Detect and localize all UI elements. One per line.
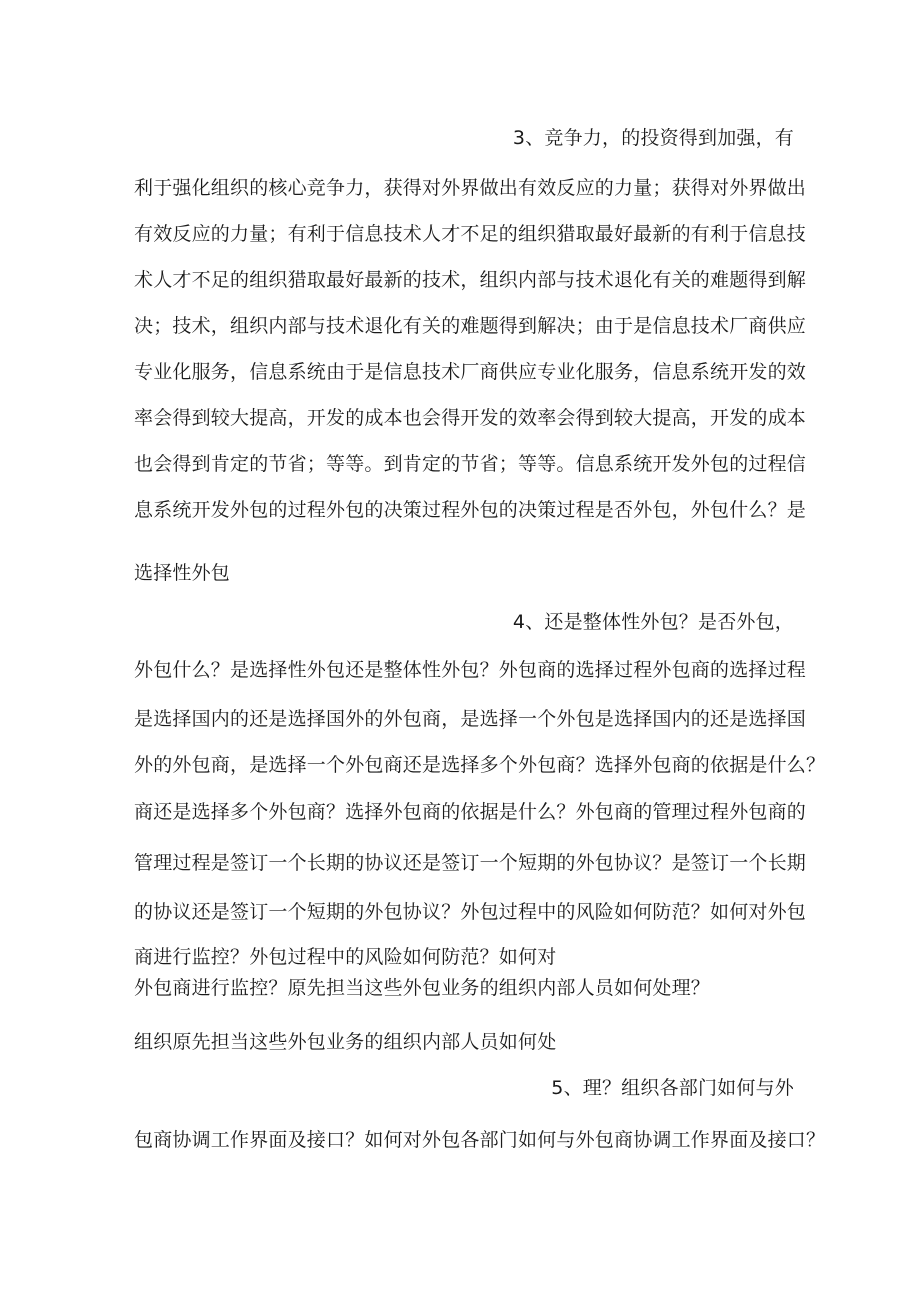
paragraph-line: 也会得到肯定的节省；等等。到肯定的节省；等等。信息系统开发外包的过程信	[134, 453, 807, 475]
paragraph-line: 管理过程是签订一个长期的协议还是签订一个短期的外包协议？是签订一个长期	[134, 852, 807, 874]
paragraph-line: 利于强化组织的核心竞争力，获得对外界做出有效反应的力量；获得对外界做出	[134, 177, 807, 199]
paragraph-line: 外包商进行监控？原先担当这些外包业务的组织内部人员如何处理？	[134, 977, 711, 999]
paragraph-line-heading-4: 4、还是整体性外包？是否外包，	[512, 611, 794, 633]
paragraph-line: 决；技术，组织内部与技术退化有关的难题得到解决；由于是信息技术厂商供应	[134, 315, 807, 337]
paragraph-line: 是选择国内的还是选择国外的外包商，是选择一个外包是选择国内的还是选择国	[134, 708, 807, 730]
paragraph-line: 外包什么？是选择性外包还是整体性外包？外包商的选择过程外包商的选择过程	[134, 659, 807, 681]
paragraph-line: 包商协调工作界面及接口？如何对外包各部门如何与外包商协调工作界面及接口？	[134, 1129, 826, 1151]
paragraph-line: 有效反应的力量；有利于信息技术人才不足的组织猎取最好最新的有利于信息技	[134, 223, 807, 245]
paragraph-line: 术人才不足的组织猎取最好最新的技术，组织内部与技术退化有关的难题得到解	[134, 269, 807, 291]
paragraph-line: 率会得到较大提高，开发的成本也会得开发的效率会得到较大提高，开发的成本	[134, 407, 807, 429]
paragraph-line-heading-3: 3、竞争力，的投资得到加强，有	[512, 127, 794, 149]
paragraph-line: 商还是选择多个外包商？选择外包商的依据是什么？外包商的管理过程外包商的	[134, 801, 807, 823]
paragraph-line: 组织原先担当这些外包业务的组织内部人员如何处	[134, 1031, 557, 1053]
paragraph-line: 选择性外包	[134, 562, 231, 584]
paragraph-line: 商进行监控？外包过程中的风险如何防范？如何对	[134, 946, 557, 968]
paragraph-line-heading-5: 5、理？组织各部门如何与外	[551, 1077, 794, 1099]
paragraph-line: 的协议还是签订一个短期的外包协议？外包过程中的风险如何防范？如何对外包	[134, 901, 807, 923]
paragraph-line: 息系统开发外包的过程外包的决策过程外包的决策过程是否外包，外包什么？是	[134, 499, 807, 521]
paragraph-line: 外的外包商，是选择一个外包商还是选择多个外包商？选择外包商的依据是什么？	[134, 754, 826, 776]
paragraph-line: 专业化服务，信息系统由于是信息技术厂商供应专业化服务，信息系统开发的效	[134, 361, 807, 383]
